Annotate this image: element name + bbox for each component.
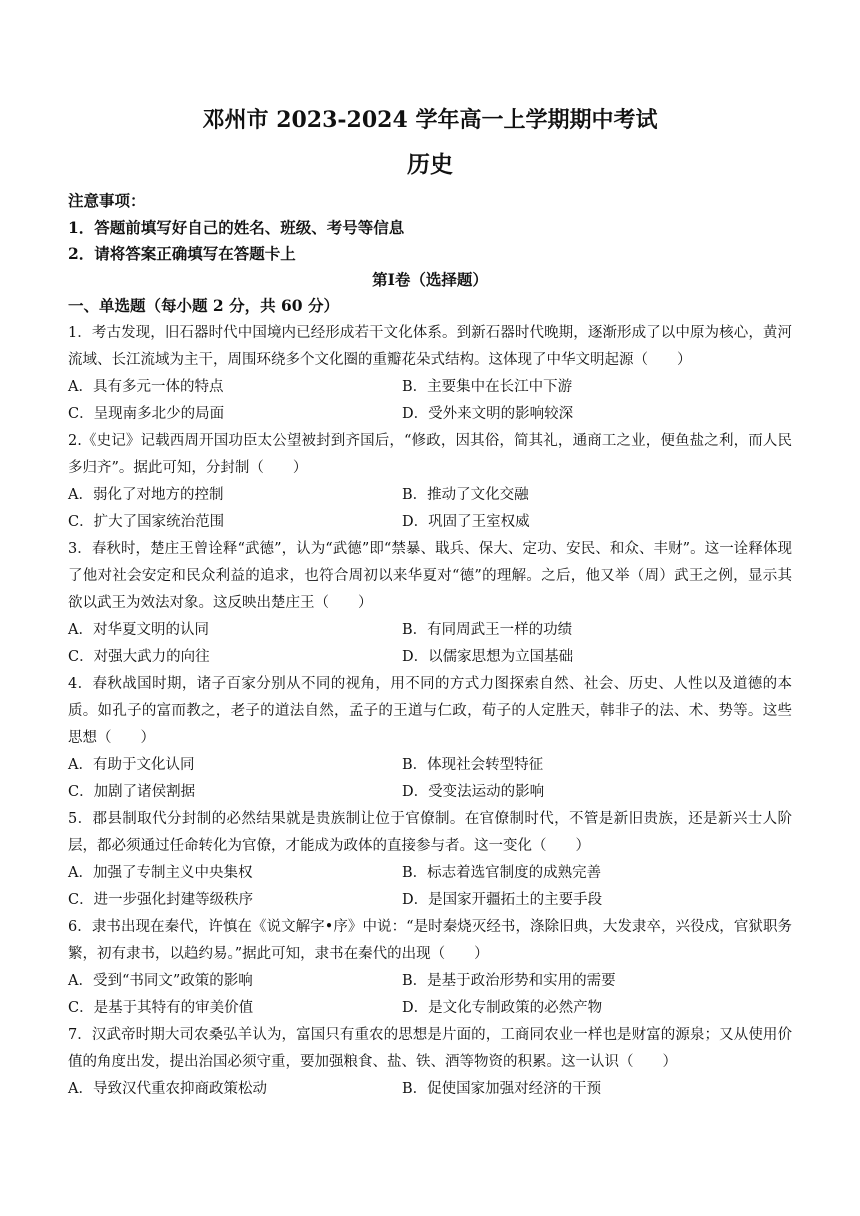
question-2-stem: 2.《史记》记载西周开国功臣太公望被封到齐国后，“修政，因其俗，简其礼，通商工之业，便鱼盐之利，而人民多归齐”。据此可知，分封制（ ） — [68, 433, 792, 476]
option-d: D．以儒家思想为立国基础 — [402, 648, 574, 665]
question-7-options — [68, 1076, 792, 1103]
question-3-stem: 3．春秋时，楚庄王曾诠释“武德”，认为“武德”即“禁暴、戢兵、保大、定功、安民、和众、丰财”。这一诠释体现了他对社会安定和民众利益的追求，也符合周初以来华夏对“德”的理解。之后，他又举（周）武王之例，显示其欲以武王为效法对象。这反映出楚庄王（ ） — [68, 541, 792, 611]
option-c: C．是基于其特有的审美价值 — [68, 999, 254, 1016]
question-1-options — [68, 374, 792, 428]
option-c: C．加剧了诸侯割据 — [68, 783, 196, 800]
option-b: B．推动了文化交融 — [402, 487, 529, 503]
option-b: B．是基于政治形势和实用的需要 — [402, 973, 616, 989]
question-7-stem: 7．汉武帝时期大司农桑弘羊认为，富国只有重农的思想是片面的，工商同农业一样也是财富的源泉；又从使用价值的角度出发，提出治国必须守重，要加强粮食、盐、铁、酒等物资的积累。这一认识（ ） — [68, 1027, 792, 1070]
option-c: C．扩大了国家统治范围 — [68, 513, 225, 530]
subject-title: 历史 — [407, 151, 453, 178]
option-a: A．加强了专制主义中央集权 — [68, 865, 253, 881]
option-d: D．受变法运动的影响 — [402, 783, 545, 800]
question-4-stem: 4．春秋战国时期，诸子百家分别从不同的视角，用不同的方式力图探索自然、社会、历史、人性以及道德的本质。如孔子的富而教之，老子的道法自然，孟子的王道与仁政，荀子的人定胜天，韩非子的法、术、势等。这些思想（ ） — [68, 676, 792, 746]
notes-item: 2．请将答案正确填写在答题卡上 — [68, 244, 296, 263]
question-3-options — [68, 617, 792, 671]
part-heading: 一、单选题（每小题 2 分，共 60 分） — [68, 296, 339, 315]
option-a: A．导致汉代重农抑商政策松动 — [68, 1081, 267, 1097]
option-a: A．有助于文化认同 — [68, 757, 195, 773]
question-2-options — [68, 482, 792, 536]
question-5-stem: 5．郡县制取代分封制的必然结果就是贵族制让位于官僚制。在官僚制时代，不管是新旧贵族，还是新兴士人阶层，都必须通过任命转化为官僚，才能成为政体的直接参与者。这一变化（ ） — [68, 811, 792, 854]
option-a: A．受到“书同文”政策的影响 — [68, 973, 253, 989]
notes-block — [68, 188, 404, 268]
notes-heading: 注意事项： — [68, 191, 146, 210]
notes-item: 1．答题前填写好自己的姓名、班级、考号等信息 — [68, 217, 405, 237]
question-6-options — [68, 968, 792, 1022]
option-c: C．进一步强化封建等级秩序 — [68, 891, 254, 908]
option-d: D．是国家开疆拓土的主要手段 — [402, 891, 603, 908]
option-b: B．促使国家加强对经济的干预 — [402, 1081, 602, 1097]
question-4-options — [68, 752, 792, 806]
option-b: B．主要集中在长江中下游 — [402, 379, 573, 395]
question-6-stem: 6．隶书出现在秦代，许慎在《说文解字•序》中说：“是时秦烧灭经书，涤除旧典，大发隶卒，兴役戍，官狱职务繁，初有隶书，以趋约易。”据此可知，隶书在秦代的出现（ ） — [68, 919, 792, 962]
option-d: D．是文化专制政策的必然产物 — [402, 999, 603, 1016]
question-1-stem: 1．考古发现，旧石器时代中国境内已经形成若干文化体系。到新石器时代晚期，逐渐形成了以中原为核心，黄河流域、长江流域为主干，周围环绕多个文化圈的重瓣花朵式结构。这体现了中华文明起源（ ） — [68, 325, 792, 368]
volume-heading: 第Ⅰ卷（选择题） — [372, 270, 488, 289]
option-d: D．受外来文明的影响较深 — [402, 405, 574, 422]
option-d: D．巩固了王室权威 — [402, 513, 530, 530]
option-a: A．具有多元一体的特点 — [68, 379, 224, 395]
option-b: B．体现社会转型特征 — [402, 757, 544, 773]
option-b: B．有同周武王一样的功绩 — [402, 622, 573, 638]
option-c: C．对强大武力的向往 — [68, 648, 210, 665]
option-a: A．弱化了对地方的控制 — [68, 487, 224, 503]
exam-title: 邓州市 2023-2024 学年高一上学期期中考试 — [202, 107, 658, 133]
question-5-options — [68, 860, 792, 914]
option-c: C．呈现南多北少的局面 — [68, 405, 225, 422]
option-b: B．标志着选官制度的成熟完善 — [402, 865, 602, 881]
option-a: A．对华夏文明的认同 — [68, 622, 209, 638]
